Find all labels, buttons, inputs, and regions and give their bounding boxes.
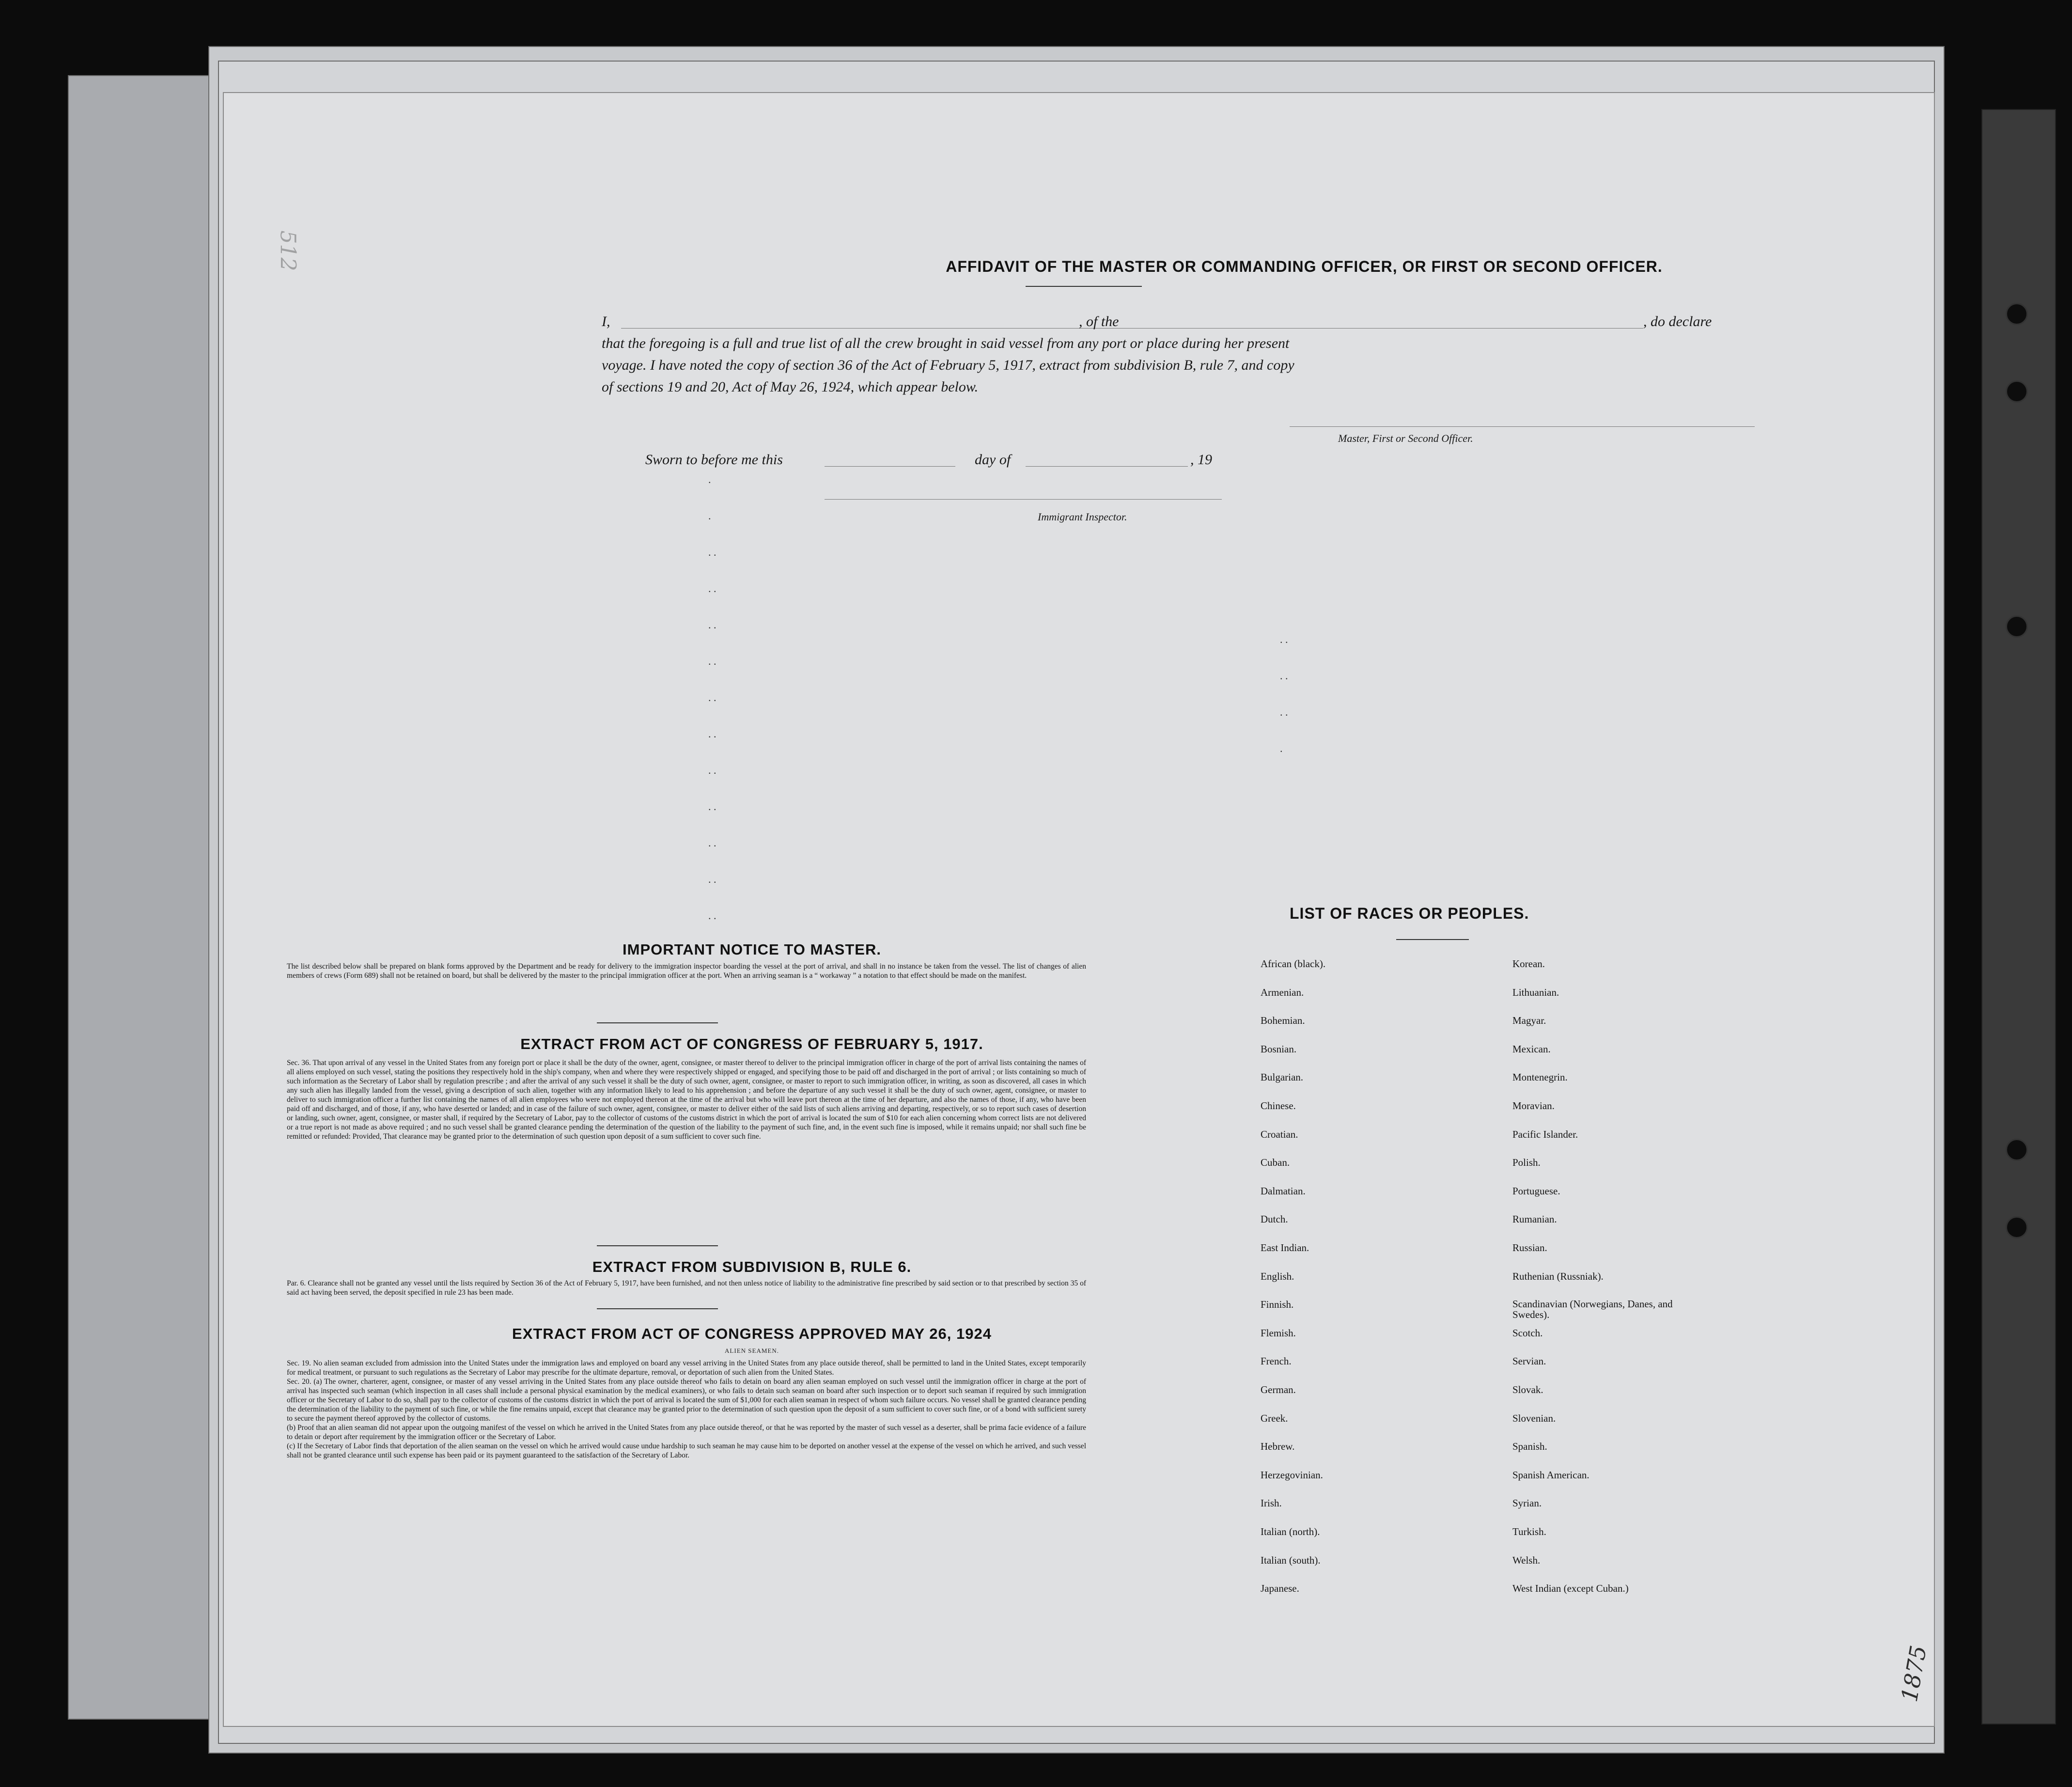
- extract-rule6-text: Par. 6. Clearance shall not be granted any vessel until the lists required by Section 36 of the Act of February 5, 1917, have been furnished, and not then unless notice of liability to the administrative fine prescribed by said section or to that prescribed by section 35 of said act having been served, the deposit specified in rule 23 has been made.: [287, 1279, 1086, 1297]
- binder-hole: [2006, 380, 2028, 403]
- race-item: Flemish.: [1261, 1327, 1296, 1339]
- extract-1924-title: EXTRACT FROM ACT OF CONGRESS APPROVED MAY 26, 1924: [512, 1325, 992, 1342]
- race-item: Syrian.: [1512, 1497, 1542, 1509]
- race-item: Japanese.: [1261, 1583, 1299, 1595]
- race-item: Italian (south).: [1261, 1554, 1321, 1566]
- divider: [597, 1245, 718, 1246]
- signature-line: [1290, 426, 1755, 427]
- notice-title: IMPORTANT NOTICE TO MASTER.: [623, 941, 881, 958]
- background-page-right: [1981, 109, 2056, 1724]
- race-item: East Indian.: [1261, 1242, 1309, 1254]
- race-item: Spanish American.: [1512, 1469, 1589, 1481]
- race-item: Welsh.: [1512, 1554, 1541, 1566]
- race-item: Hebrew.: [1261, 1441, 1295, 1453]
- race-item: Lithuanian.: [1512, 986, 1559, 998]
- binder-hole: [2006, 1216, 2028, 1238]
- year-prefix: , 19: [1190, 452, 1212, 468]
- race-item: English.: [1261, 1270, 1294, 1282]
- race-item: Bulgarian.: [1261, 1071, 1304, 1083]
- race-item: Scandinavian (Norwegians, Danes, and Swedes).: [1512, 1298, 1673, 1321]
- race-item: African (black).: [1261, 958, 1326, 970]
- race-item: Russian.: [1512, 1242, 1547, 1254]
- sec-20b-text: (b) Proof that an alien seaman did not appear upon the outgoing manifest of the vessel on which he arrived in the United States from any place outside thereof, or that he was reported by the master of such vessel as a deserter, shall be prima facie evidence of a failure to detain or deport after requirement by the immigration officer or the Secretary of Labor.: [287, 1424, 1086, 1441]
- race-item: West Indian (except Cuban.): [1512, 1583, 1629, 1595]
- race-item: Moravian.: [1512, 1100, 1555, 1112]
- race-item: Slovenian.: [1512, 1412, 1556, 1424]
- bottom-handwritten-number: 1875: [1896, 1643, 1932, 1704]
- race-item: Dutch.: [1261, 1213, 1288, 1225]
- signature-caption: Master, First or Second Officer.: [1338, 432, 1473, 444]
- blank-day-line: [825, 466, 955, 467]
- inspector-line: [825, 499, 1222, 500]
- divider: [1396, 939, 1469, 940]
- race-item: Magyar.: [1512, 1015, 1546, 1027]
- binder-hole: [2006, 303, 2028, 325]
- bleed-through-dots: . . . . . . . . . . . . . . . . . . . . . . . .: [708, 473, 717, 922]
- extract-1924-body: [287, 1359, 1086, 1460]
- margin-handwritten-number: 512: [275, 230, 300, 271]
- sec-20c-text: (c) If the Secretary of Labor finds that deportation of the alien seaman on the vessel on which he arrived would cause undue hardship to such seaman he may cause him to be deported on another vessel at the expense of the vessel on which he arrived, and such vessel shall not be granted clearance until such expense has been paid or its payment guaranteed to the satisfaction of the Secretary of Labor.: [287, 1442, 1086, 1459]
- race-item: Herzegovinian.: [1261, 1469, 1323, 1481]
- background-page-left: [68, 75, 215, 1720]
- race-item: Rumanian.: [1512, 1213, 1557, 1225]
- race-item: Armenian.: [1261, 986, 1304, 998]
- blank-month-line: [1026, 466, 1188, 467]
- race-item: Bohemian.: [1261, 1015, 1305, 1027]
- extract-1917-text: Sec. 36. That upon arrival of any vessel in the United States from any foreign port or place it shall be the duty of the owner, agent, consignee, or master thereof to deliver to the principal immigration officer in charge of the port of arrival lists containing the names of all aliens employed on such vessel, stating the positions they respectively hold in the ship's company, when and where they were respectively shipped or engaged, and specifying those to be paid off and discharged in the port of arrival ; or lists containing so much of such information as the Secretary of Labor shall by regulation prescribe ; and after the arrival of any such vessel it shall be the duty of such owner, agent, consignee, or master to report to such immigration officer, in writing, as soon as discovered, all cases in which any such alien has illegally landed from the vessel, giving a description of such alien, together with any information likely to lead to his apprehension ; and before the departure of any such vessel it shall be the duty of such owner, agent, consignee, or master to deliver to such immigration officer a further list containing the names of all alien employees who were not employed thereon at the time of the arrival but who will leave port thereon at the time of her departure, and also the names of those, if any, who have been paid off and discharged, and of those, if any, who have deserted or landed; and in case of the failure of such owner, agent, consignee, or master to deliver either of the said lists of such aliens arriving and departing, respectively, or so to report such cases of desertion or landing, such owner, agent, consignee, or master shall, if required by the Secretary of Labor, pay to the collector of customs of the customs district in which the port of arrival is located the sum of $10 for each alien concerning whom correct lists are not delivered or a true report is not made as above required ; and no such vessel shall be granted clearance pending the determination of the question of the liability to the payment of such fine, and, in the event such fine is imposed, while it remains unpaid; nor shall such fine be remitted or refunded: Provided, That clearance may be granted prior to the determination of such question upon deposit of a sum sufficient to cover such fine.: [287, 1059, 1086, 1141]
- affidavit-title: AFFIDAVIT OF THE MASTER OR COMMANDING OFFICER, OR FIRST OR SECOND OFFICER.: [946, 258, 1663, 275]
- affidavit-line-4: of sections 19 and 20, Act of May 26, 1924, which appear below.: [602, 379, 979, 395]
- race-item: Bosnian.: [1261, 1043, 1297, 1055]
- divider: [597, 1308, 718, 1309]
- race-item: Portuguese.: [1512, 1185, 1560, 1197]
- affidavit-line-2: that the foregoing is a full and true list of all the crew brought in said vessel from any port or place during her present: [602, 335, 1290, 351]
- race-item: Mexican.: [1512, 1043, 1551, 1055]
- race-item: Turkish.: [1512, 1526, 1546, 1537]
- race-item: German.: [1261, 1384, 1296, 1395]
- race-item: Scotch.: [1512, 1327, 1543, 1339]
- race-item: Irish.: [1261, 1497, 1282, 1509]
- race-item: Croatian.: [1261, 1128, 1298, 1140]
- binder-hole: [2006, 1139, 2028, 1161]
- notice-text: The list described below shall be prepared on blank forms approved by the Department and be ready for delivery to the immigration inspector boarding the vessel at the port of arrival, and shall in no instance be taken from the vessel. The list of changes of alien members of crews (Form 689) shall not be retained on board, but shall be delivered by the master to the principal immigration officer at the port. When an arriving seaman is a “ workaway ” a notation to that effect should be made on the manifest.: [287, 962, 1086, 980]
- race-item: Pacific Islander.: [1512, 1128, 1578, 1140]
- binder-hole: [2006, 615, 2028, 638]
- affidavit-line-3: voyage. I have noted the copy of section 36 of the Act of February 5, 1917, extract from subdivision B, rule 7, and copy: [602, 357, 1294, 373]
- race-item: Slovak.: [1512, 1384, 1543, 1395]
- race-item: Greek.: [1261, 1412, 1288, 1424]
- affidavit-declare: , do declare: [1643, 314, 1712, 329]
- extract-rule6-title: EXTRACT FROM SUBDIVISION B, RULE 6.: [592, 1258, 912, 1275]
- race-item: Servian.: [1512, 1355, 1546, 1367]
- sworn-label: Sworn to before me this: [645, 452, 783, 468]
- extract-1924-subtitle: ALIEN SEAMEN.: [725, 1347, 779, 1354]
- extract-1917-title: EXTRACT FROM ACT OF CONGRESS OF FEBRUARY 5, 1917.: [520, 1035, 983, 1052]
- inspector-caption: Immigrant Inspector.: [1038, 511, 1127, 523]
- sec-20a-text: Sec. 20. (a) The owner, charterer, agent, consignee, or master of any vessel arriving in the United States from any place outside thereof who fails to detain on board any alien seaman employed on such vessel until the immigration officer in charge at the port of arrival has inspected such seaman (which inspection in all cases shall include a personal physical examination by the medical examiners), or who fails to detain such seaman on board after such inspection or to deport such seaman if required by such immigration officer or the Secretary of Labor to do so, shall pay to the collector of customs of the customs district in which the port of arrival is located the sum of $1,000 for each alien seaman in respect of whom such failure occurs. No vessel shall be granted clearance pending the determination of the liability to the payment of such fine, or while the fine remains unpaid, except that clearance may be granted prior to the determination of such question upon the deposit of a sum sufficient to cover such fine, or of a bond with sufficient surety to secure the payment thereof approved by the collector of customs.: [287, 1378, 1086, 1423]
- race-item: Korean.: [1512, 958, 1545, 970]
- divider: [597, 1022, 718, 1023]
- bleed-through-dots: . . . . . . .: [1280, 633, 1288, 754]
- race-item: Chinese.: [1261, 1100, 1296, 1112]
- affidavit-page: [223, 92, 1935, 1727]
- race-item: Italian (north).: [1261, 1526, 1320, 1537]
- day-of-label: day of: [975, 452, 1011, 468]
- race-item: Finnish.: [1261, 1299, 1294, 1311]
- races-title: LIST OF RACES OR PEOPLES.: [1290, 905, 1529, 922]
- race-item: Montenegrin.: [1512, 1071, 1568, 1083]
- race-item: Spanish.: [1512, 1441, 1547, 1453]
- sec-19-text: Sec. 19. No alien seaman excluded from admission into the United States under the immigration laws and employed on board any vessel arriving in the United States from any place outside thereof, shall be permitted to land in the United States, except temporarily for medical treatment, or pursuant to such regulations as the Secretary of Labor may prescribe for the ultimate departure, removal, or deportation of such alien from the United States.: [287, 1359, 1086, 1377]
- race-item: French.: [1261, 1355, 1292, 1367]
- affidavit-of-the: , of the: [1079, 314, 1119, 329]
- race-item: Cuban.: [1261, 1157, 1290, 1169]
- race-item: Polish.: [1512, 1157, 1541, 1169]
- blank-vessel-line: [1144, 328, 1643, 329]
- race-item: Dalmatian.: [1261, 1185, 1306, 1197]
- affidavit-i: I,: [602, 314, 610, 329]
- divider: [1026, 286, 1142, 287]
- race-item: Ruthenian (Russniak).: [1512, 1270, 1604, 1282]
